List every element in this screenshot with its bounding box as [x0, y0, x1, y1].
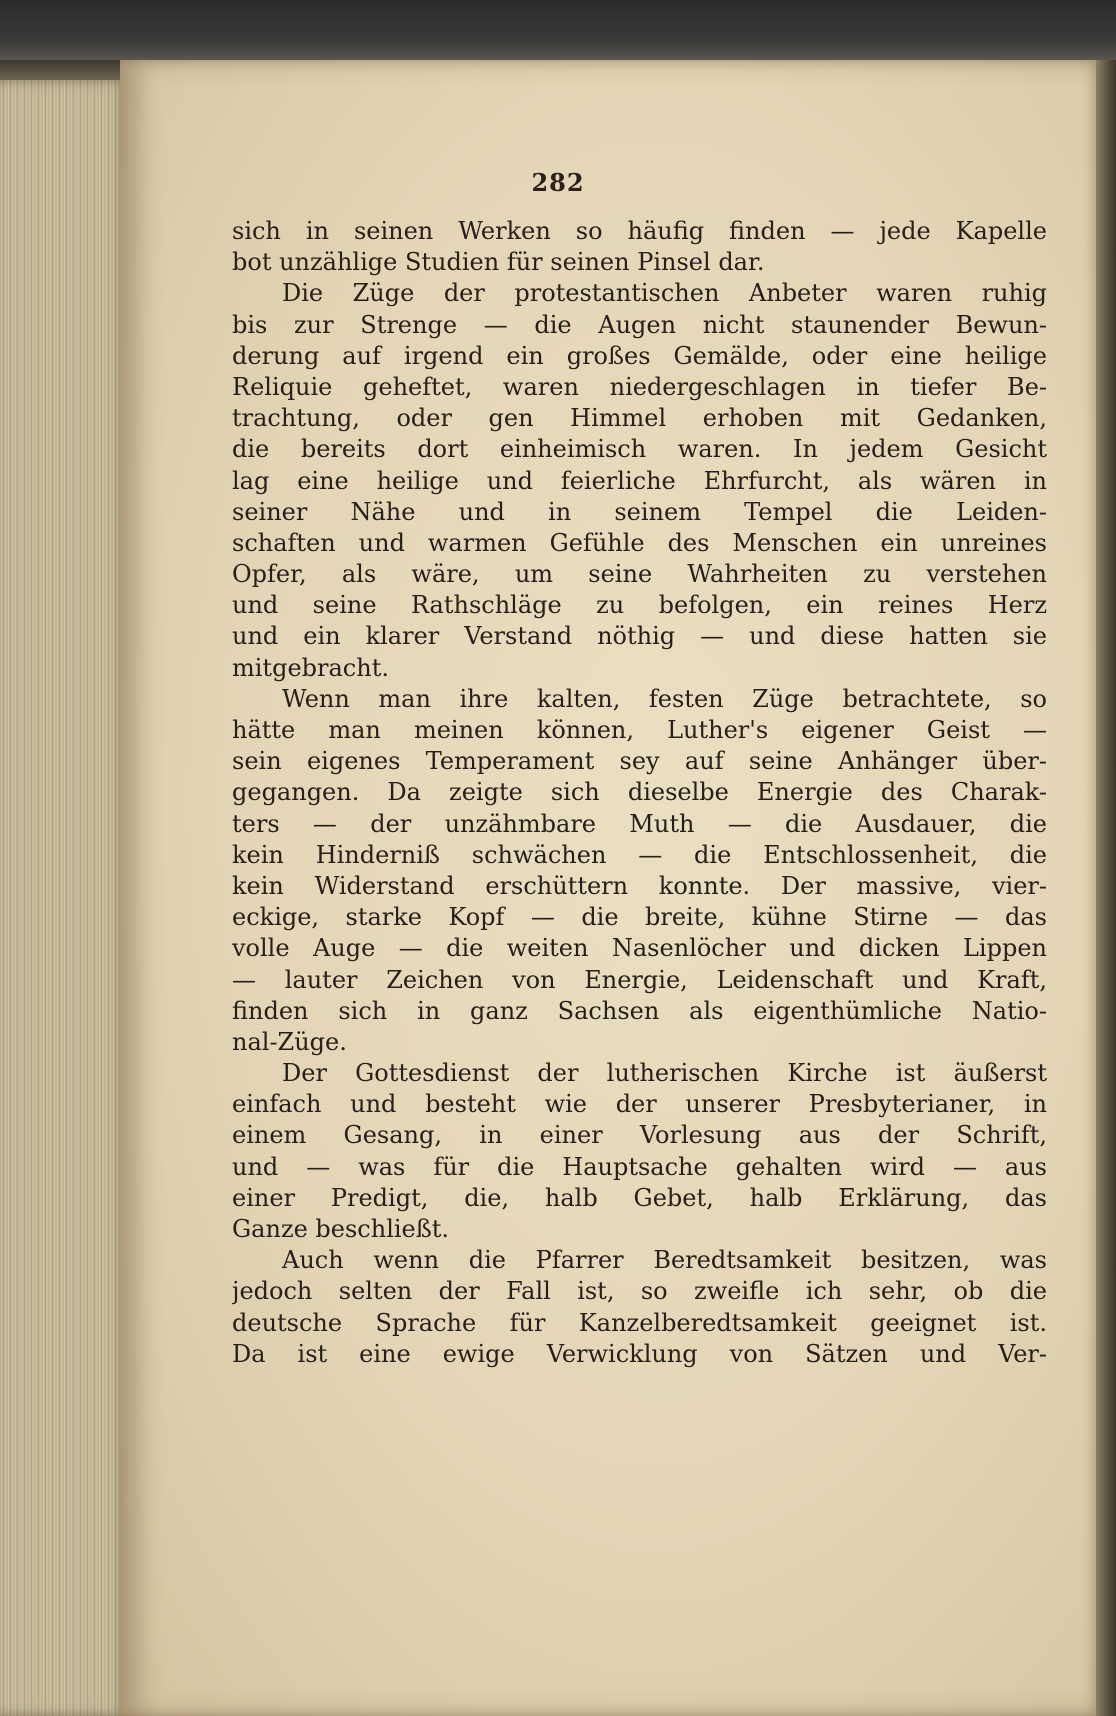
text-line: lag eine heilige und feierliche Ehrfurcht, als wären in [232, 466, 1047, 495]
text-line: gegangen. Da zeigte sich dieselbe Energie des Charak- [232, 778, 1047, 807]
text-line: und — was für die Hauptsache gehalten wird — aus [232, 1152, 1047, 1181]
text-line: die bereits dort einheimisch waren. In jedem Gesicht [232, 435, 1047, 464]
text-line: bot unzählige Studien für seinen Pinsel dar. [232, 248, 765, 277]
text-line: Opfer, als wäre, um seine Wahrheiten zu verstehen [232, 560, 1047, 589]
background-top [0, 0, 1116, 60]
text-line: Die Züge der protestantischen Anbeter waren ruhig [282, 279, 1047, 308]
text-line: und ein klarer Verstand nöthig — und diese hatten sie [232, 622, 1047, 651]
text-line: einfach und besteht wie der unserer Presbyterianer, in [232, 1090, 1047, 1119]
text-line: deutsche Sprache für Kanzelberedtsamkeit geeignet ist. [232, 1308, 1047, 1337]
text-line: Der Gottesdienst der lutherischen Kirche ist äußerst [282, 1059, 1047, 1088]
text-line: sich in seinen Werken so häufig finden — jede Kapelle [232, 217, 1047, 245]
page-right-edge [1096, 60, 1116, 1716]
text-line: sein eigenes Temperament sey auf seine Anhänger über- [232, 747, 1047, 776]
page-number: 282 [531, 168, 585, 197]
text-line: Da ist eine ewige Verwicklung von Sätzen und Ver- [232, 1339, 1047, 1368]
text-line: und seine Rathschläge zu befolgen, ein reines Herz [232, 591, 1047, 620]
text-line: Reliquie geheftet, waren niedergeschlagen in tiefer Be- [232, 372, 1047, 401]
text-line: trachtung, oder gen Himmel erhoben mit Gedanken, [232, 404, 1047, 433]
text-line: seiner Nähe und in seinem Tempel die Leiden- [232, 497, 1047, 526]
text-line: nal-Züge. [232, 1027, 347, 1056]
text-line: eckige, starke Kopf — die breite, kühne Stirne — das [232, 903, 1047, 932]
text-line: ters — der unzähmbare Muth — die Ausdauer, die [232, 809, 1047, 838]
text-line: kein Widerstand erschüttern konnte. Der massive, vier- [232, 871, 1047, 900]
body-text [232, 216, 1047, 1370]
page-edges [0, 80, 130, 1716]
text-line: derung auf irgend ein großes Gemälde, oder eine heilige [232, 341, 1047, 370]
text-line: — lauter Zeichen von Energie, Leidenschaft und Kraft, [232, 965, 1047, 994]
text-line: Wenn man ihre kalten, festen Züge betrachtete, so [282, 684, 1047, 713]
text-line: hätte man meinen können, Luther's eigener Geist — [232, 716, 1047, 744]
text-line: volle Auge — die weiten Nasenlöcher und dicken Lippen [232, 934, 1047, 963]
text-line: bis zur Strenge — die Augen nicht staunender Bewun- [232, 310, 1047, 339]
text-line: mitgebracht. [232, 653, 389, 682]
text-line: einer Predigt, die, halb Gebet, halb Erklärung, das [232, 1183, 1047, 1212]
text-line: finden sich in ganz Sachsen als eigenthümliche Natio- [232, 996, 1047, 1025]
text-line: Ganze beschließt. [232, 1215, 450, 1243]
text-line: einem Gesang, in einer Vorlesung aus der Schrift, [232, 1121, 1047, 1150]
text-line: jedoch selten der Fall ist, so zweifle ich sehr, ob die [232, 1277, 1047, 1306]
text-line: Auch wenn die Pfarrer Beredtsamkeit besitzen, was [282, 1246, 1047, 1275]
text-line: kein Hinderniß schwächen — die Entschlossenheit, die [232, 840, 1047, 869]
text-line: schaften und warmen Gefühle des Menschen ein unreines [232, 528, 1047, 557]
